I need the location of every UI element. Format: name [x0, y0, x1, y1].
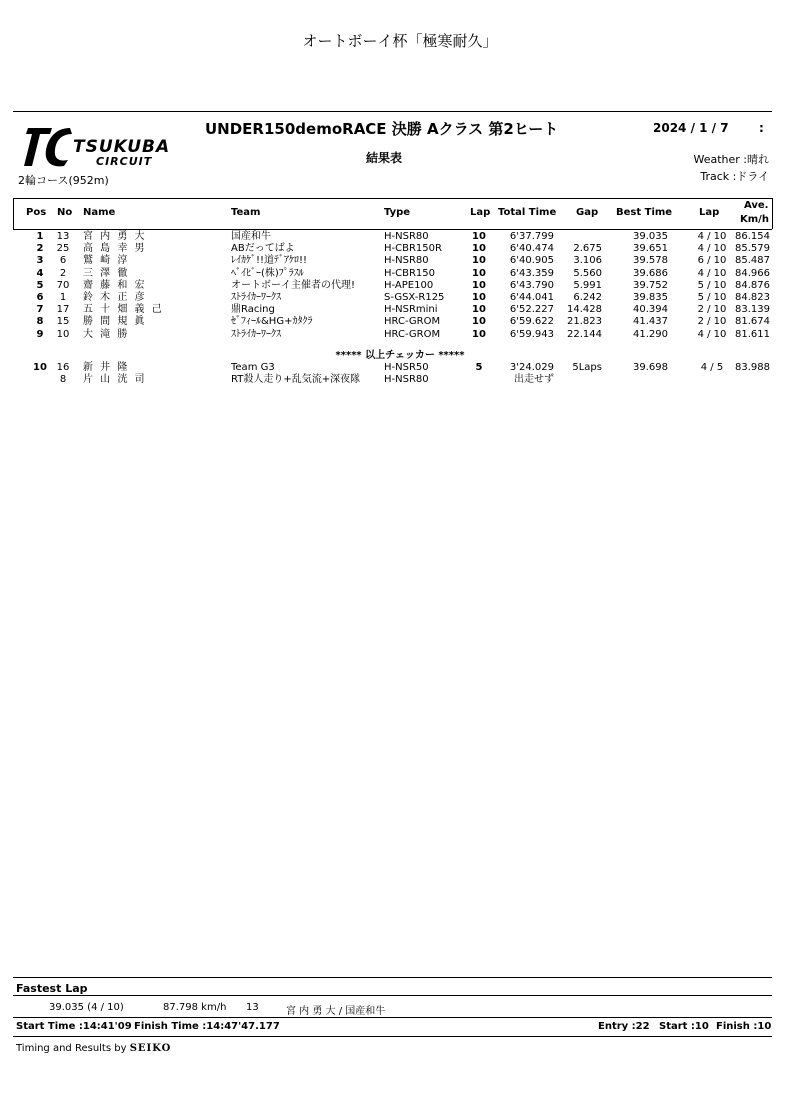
row-name: 大 滝 勝: [83, 328, 130, 340]
fastest-lap-no: 13: [246, 1002, 259, 1013]
row-team: Team G3: [231, 362, 275, 373]
col-team: Team: [231, 207, 261, 218]
row-pos: 3: [36, 255, 44, 267]
row-type: H-NSR80: [384, 255, 429, 267]
col-no: No: [57, 207, 73, 218]
row-team: ｽﾄﾗｲｶｰﾜｰｸｽ: [231, 328, 281, 340]
table-right-rule: [772, 198, 773, 229]
timing-prefix: Timing and Results by: [16, 1043, 127, 1054]
row-pos: 1: [36, 231, 44, 242]
row-pos: 5: [36, 279, 44, 291]
fastest-lap-title: Fastest Lap: [16, 982, 88, 995]
row-best-time: 41.437: [633, 316, 668, 328]
row-best-lap: 4 / 10: [697, 328, 727, 340]
row-team: ABだってばよ: [231, 243, 295, 255]
row-name: 片 山 洸 司: [83, 374, 147, 386]
row-total-time: 出走せず: [514, 374, 554, 386]
col-pos: Pos: [26, 207, 47, 218]
row-lap: 10: [472, 267, 486, 279]
row-no: 13: [56, 231, 70, 242]
row-best-lap: 4 / 10: [697, 231, 727, 242]
row-name: 高 島 幸 男: [83, 243, 147, 255]
row-best-time: 39.835: [633, 292, 668, 303]
row-gap: 5Laps: [572, 362, 602, 373]
row-lap: 10: [472, 328, 486, 340]
table-header-rule: [13, 229, 772, 230]
page-title: UNDER150demoRACE 決勝 Aクラス 第2ヒート: [205, 120, 559, 138]
row-ave-speed: 84.966: [735, 267, 770, 279]
row-no: 16: [56, 362, 70, 373]
table-row: [0, 329, 800, 341]
row-best-time: 39.698: [633, 362, 668, 373]
row-best-time: 41.290: [633, 328, 668, 340]
col-best-lap: Lap: [699, 207, 720, 218]
row-total-time: 6'37.799: [509, 231, 554, 242]
row-total-time: 6'43.359: [509, 267, 554, 279]
row-gap: 21.823: [567, 316, 602, 328]
event-header: オートボーイ杯「極寒耐久」: [302, 32, 498, 50]
date-colon: :: [759, 121, 764, 135]
row-type: H-APE100: [384, 279, 434, 291]
row-best-time: 39.035: [633, 231, 668, 242]
row-total-time: 6'43.790: [509, 279, 554, 291]
row-lap: 5: [475, 362, 483, 373]
row-total-time: 6'59.622: [509, 316, 554, 328]
table-row: [0, 231, 800, 243]
col-type: Type: [384, 207, 411, 218]
logo-brand: TSUKUBA: [73, 137, 171, 157]
col-total-time: Total Time: [498, 207, 557, 218]
row-type: H-NSR50: [384, 362, 429, 373]
row-total-time: 3'24.029: [509, 362, 554, 373]
row-team: 鼎Racing: [231, 304, 275, 316]
timing-credit: [16, 1043, 171, 1054]
row-ave-speed: 85.579: [735, 243, 770, 255]
row-no: 17: [56, 304, 70, 316]
row-total-time: 6'40.905: [509, 255, 554, 267]
row-name: 鈴 木 正 彦: [83, 292, 147, 303]
row-best-lap: 6 / 10: [697, 255, 727, 267]
row-no: 70: [56, 279, 70, 291]
course-info: 2輪コース(952m): [18, 174, 109, 187]
fastest-title-rule: [13, 995, 772, 996]
row-team: オートボーイ主催者の代理!: [231, 279, 356, 291]
checker-line: ***** 以上チェッカー *****: [335, 350, 465, 361]
row-no: 2: [59, 267, 67, 279]
row-gap: 22.144: [567, 328, 602, 340]
row-best-lap: 2 / 10: [697, 304, 727, 316]
row-lap: 10: [472, 255, 486, 267]
row-name: 齋 藤 和 宏: [83, 279, 147, 291]
row-pos: 8: [36, 316, 44, 328]
fastest-lap-rider: 宮 内 勇 大 / 国産和牛: [286, 1006, 386, 1017]
row-gap: 3.106: [573, 255, 602, 267]
row-pos: 4: [36, 267, 44, 279]
row-total-time: 6'59.943: [509, 328, 554, 340]
row-best-lap: 4 / 10: [697, 267, 727, 279]
start-time: Start Time :14:41'09: [16, 1021, 132, 1032]
table-row: [0, 362, 800, 374]
row-team: ｾﾞﾌｨｰﾙ&HG+ｶﾀｸﾗ: [231, 316, 313, 328]
entry-count: Entry :22: [598, 1021, 650, 1032]
row-type: HRC-GROM: [384, 316, 441, 328]
table-row: [0, 292, 800, 304]
fastest-lap-speed: 87.798 km/h: [163, 1002, 227, 1013]
row-total-time: 6'40.474: [509, 243, 554, 255]
logo-sub: CIRCUIT: [96, 155, 153, 168]
row-gap: 14.428: [567, 304, 602, 316]
row-best-lap: 5 / 10: [697, 279, 727, 291]
row-name: 新 井 隆: [83, 362, 130, 373]
row-no: 10: [56, 328, 70, 340]
footer-top-rule: [13, 1017, 772, 1018]
col-ave: Ave.: [744, 200, 769, 211]
row-best-lap: 4 / 10: [697, 243, 727, 255]
row-ave-speed: 83.139: [735, 304, 770, 316]
weather: Weather :晴れ: [693, 153, 769, 166]
table-row: [0, 304, 800, 316]
row-pos: 10: [33, 362, 47, 373]
track-condition: Track :ドライ: [700, 170, 769, 183]
row-ave-speed: 81.611: [735, 328, 770, 340]
row-total-time: 6'52.227: [509, 304, 554, 316]
row-type: H-NSR80: [384, 374, 429, 386]
table-row: [0, 316, 800, 328]
row-type: S-GSX-R125: [384, 292, 445, 303]
seiko-logo: SEIKO: [129, 1043, 172, 1054]
row-type: H-NSRmini: [384, 304, 438, 316]
row-gap: 2.675: [573, 243, 602, 255]
row-name: 三 澤 徹: [83, 267, 130, 279]
row-best-time: 39.651: [633, 243, 668, 255]
row-no: 25: [56, 243, 70, 255]
row-team: RT殺人走り+乱気流+深夜隊: [231, 374, 361, 386]
row-ave-speed: 85.487: [735, 255, 770, 267]
row-team: 国産和牛: [231, 231, 271, 242]
fastest-lap-time: 39.035 (4 / 10): [49, 1002, 124, 1013]
finish-count: Finish :10: [716, 1021, 772, 1032]
row-ave-speed: 84.876: [735, 279, 770, 291]
subtitle: 結果表: [366, 151, 403, 165]
row-no: 8: [59, 374, 67, 386]
row-gap: 5.560: [573, 267, 602, 279]
row-gap: 5.991: [573, 279, 602, 291]
row-pos: 7: [36, 304, 44, 316]
row-pos: 6: [36, 292, 44, 303]
row-lap: 10: [472, 279, 486, 291]
footer-bottom-rule: [13, 1036, 772, 1037]
race-date: 2024 / 1 / 7: [653, 121, 729, 135]
row-lap: 10: [472, 316, 486, 328]
table-row: [0, 243, 800, 255]
row-lap: 10: [472, 231, 486, 242]
row-no: 1: [59, 292, 67, 303]
row-type: HRC-GROM: [384, 328, 441, 340]
col-lap: Lap: [470, 207, 491, 218]
row-gap: 6.242: [573, 292, 602, 303]
row-ave-speed: 81.674: [735, 316, 770, 328]
row-lap: 10: [472, 243, 486, 255]
row-lap: 10: [472, 304, 486, 316]
row-pos: 9: [36, 328, 44, 340]
col-name: Name: [83, 207, 116, 218]
row-name: 宮 内 勇 大: [83, 231, 147, 242]
row-pos: 2: [36, 243, 44, 255]
row-no: 15: [56, 316, 70, 328]
row-type: H-NSR80: [384, 231, 429, 242]
row-name: 鷲 崎 淳: [83, 255, 130, 267]
row-best-lap: 4 / 5: [700, 362, 724, 373]
col-gap: Gap: [576, 207, 599, 218]
row-ave-speed: 84.823: [735, 292, 770, 303]
row-name: 五 十 畑 義 己: [83, 304, 164, 316]
tsukuba-circuit-logo: [18, 124, 188, 176]
table-row: [0, 280, 800, 292]
row-lap: 10: [472, 292, 486, 303]
row-ave-speed: 83.988: [735, 362, 770, 373]
table-row: [0, 255, 800, 267]
row-type: H-CBR150: [384, 267, 436, 279]
finish-time: Finish Time :14:47'47.177: [134, 1021, 280, 1032]
col-best-time: Best Time: [616, 207, 673, 218]
row-best-lap: 5 / 10: [697, 292, 727, 303]
row-team: ﾍﾞｲﾋﾞｰ(株)ﾌﾟﾗｽﾙ: [231, 267, 304, 279]
table-row: [0, 374, 800, 386]
table-row: [0, 268, 800, 280]
row-ave-speed: 86.154: [735, 231, 770, 242]
table-left-rule: [13, 198, 14, 229]
row-name: 勝 間 規 眞: [83, 316, 147, 328]
row-no: 6: [59, 255, 67, 267]
row-best-time: 39.578: [633, 255, 668, 267]
start-count: Start :10: [659, 1021, 709, 1032]
row-best-time: 40.394: [633, 304, 668, 316]
row-best-time: 39.686: [633, 267, 668, 279]
row-type: H-CBR150R: [384, 243, 442, 255]
fastest-top-rule: [13, 977, 772, 978]
row-total-time: 6'44.041: [509, 292, 554, 303]
col-kmh: Km/h: [740, 214, 769, 225]
row-team: ﾚｲｶｹﾞ!!道ﾃﾞｱｹﾛ!!: [231, 255, 308, 267]
top-rule: [13, 111, 772, 112]
row-best-time: 39.752: [633, 279, 668, 291]
row-best-lap: 2 / 10: [697, 316, 727, 328]
row-team: ｽﾄﾗｲｶｰﾜｰｸｽ: [231, 292, 281, 303]
table-top-rule: [13, 198, 772, 199]
